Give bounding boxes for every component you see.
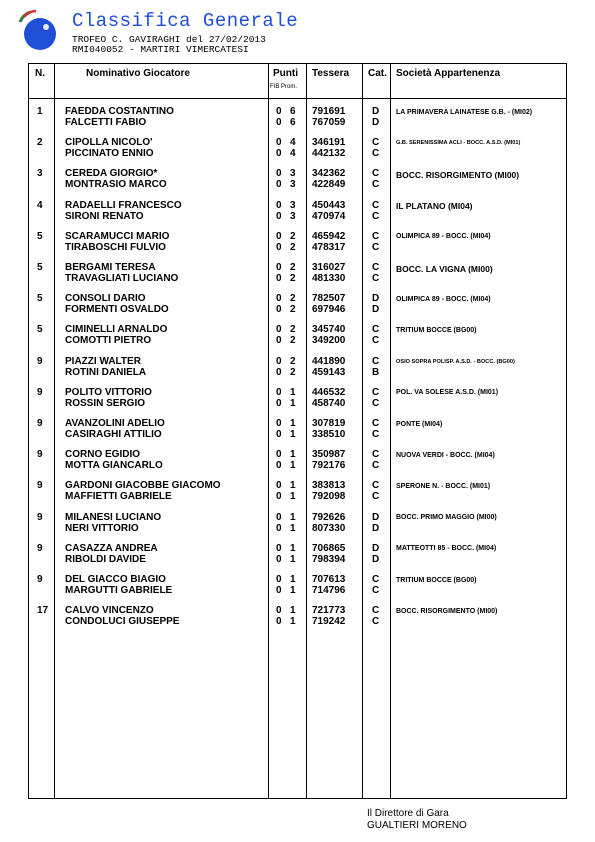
membership-number: 791691 xyxy=(312,106,346,117)
points-fib: 0 xyxy=(276,355,282,367)
membership-number: 792626 xyxy=(312,511,346,523)
points-fib: 0 xyxy=(276,117,282,128)
player-name: MILANESI LUCIANO xyxy=(65,511,162,523)
membership-number: 459143 xyxy=(312,366,346,378)
membership-number: 446532 xyxy=(312,386,346,398)
points-fib: 0 xyxy=(276,605,282,617)
player-name: MARGUTTI GABRIELE xyxy=(65,585,173,596)
col-header-punti-sub: FIB Prom. xyxy=(270,84,298,90)
category: C xyxy=(372,324,380,336)
category: C xyxy=(372,480,380,492)
row-position: 5 xyxy=(37,230,43,242)
membership-number: 478317 xyxy=(312,241,346,253)
player-name: CORNO EGIDIO xyxy=(65,449,141,461)
director-role: Il Direttore di Gara xyxy=(367,808,449,819)
category: C xyxy=(372,262,380,273)
category: C xyxy=(372,241,380,253)
row-position: 1 xyxy=(37,106,43,117)
membership-number: 450443 xyxy=(312,199,346,211)
player-name: SIRONI RENATO xyxy=(65,210,144,222)
membership-number: 346191 xyxy=(312,137,346,149)
membership-number: 422849 xyxy=(312,179,346,191)
player-name: CIMINELLI ARNALDO xyxy=(65,324,168,336)
column-divider xyxy=(362,63,363,799)
points-fib: 0 xyxy=(276,335,282,347)
points-prom: 1 xyxy=(290,522,296,534)
row-position: 9 xyxy=(37,542,43,554)
row-position: 2 xyxy=(37,137,43,149)
club-name: IL PLATANO (MI04) xyxy=(396,201,473,212)
points-fib: 0 xyxy=(276,386,282,398)
points-fib: 0 xyxy=(276,304,282,316)
category: D xyxy=(372,117,380,128)
player-name: MOTTA GIANCARLO xyxy=(65,460,163,472)
points-fib: 0 xyxy=(276,148,282,160)
points-fib: 0 xyxy=(276,168,282,180)
player-name: FAEDDA COSTANTINO xyxy=(65,106,174,117)
row-position: 5 xyxy=(37,324,43,336)
club-name: BOCC. LA VIGNA (MI00) xyxy=(396,263,493,274)
col-header-punti: Punti xyxy=(273,68,298,79)
points-prom: 4 xyxy=(290,148,296,160)
category: C xyxy=(372,605,380,617)
club-name: POL. VA SOLESE A.S.D. (MI01) xyxy=(396,389,499,397)
membership-number: 697946 xyxy=(312,304,346,316)
membership-number: 383813 xyxy=(312,480,346,492)
category: C xyxy=(372,616,380,628)
category: C xyxy=(372,585,380,596)
director-name: GUALTIERI MORENO xyxy=(367,820,467,831)
points-prom: 1 xyxy=(290,418,296,429)
points-prom: 1 xyxy=(290,386,296,398)
points-prom: 1 xyxy=(290,511,296,523)
points-fib: 0 xyxy=(276,429,282,440)
category: C xyxy=(372,148,380,160)
player-name: RIBOLDI DAVIDE xyxy=(65,553,146,565)
club-name: OSIO SOPRA POLISP. A.S.D. - BOCC. (BG00) xyxy=(396,358,515,365)
category: C xyxy=(372,273,380,284)
membership-number: 767059 xyxy=(312,117,346,128)
membership-number: 481330 xyxy=(312,273,346,284)
player-name: MAFFIETTI GABRIELE xyxy=(65,491,172,503)
points-prom: 1 xyxy=(290,429,296,440)
points-prom: 2 xyxy=(290,293,296,305)
points-fib: 0 xyxy=(276,449,282,461)
row-position: 9 xyxy=(37,418,43,429)
category: C xyxy=(372,137,380,149)
points-prom: 1 xyxy=(290,460,296,472)
points-prom: 6 xyxy=(290,106,296,117)
points-prom: 2 xyxy=(290,230,296,242)
col-header-societa: Società Appartenenza xyxy=(396,68,501,79)
row-position: 4 xyxy=(37,199,43,211)
points-fib: 0 xyxy=(276,241,282,253)
points-fib: 0 xyxy=(276,366,282,378)
category: B xyxy=(372,366,380,378)
membership-number: 792176 xyxy=(312,460,346,472)
category: C xyxy=(372,355,380,367)
club-name: MATTEOTTI 85 - BOCC. (MI04) xyxy=(396,545,497,553)
points-fib: 0 xyxy=(276,542,282,554)
club-name: OLIMPICA 89 - BOCC. (MI04) xyxy=(396,295,491,303)
points-prom: 2 xyxy=(290,273,296,284)
membership-number: 782507 xyxy=(312,293,346,305)
membership-number: 707613 xyxy=(312,574,346,585)
row-position: 9 xyxy=(37,355,43,367)
player-name: TRAVAGLIATI LUCIANO xyxy=(65,273,179,284)
page-title: Classifica Generale xyxy=(72,10,299,32)
col-header-cat: Cat. xyxy=(368,68,387,79)
row-position: 9 xyxy=(37,480,43,492)
points-prom: 2 xyxy=(290,366,296,378)
col-header-nominativo: Nominativo Giocatore xyxy=(86,68,190,79)
membership-number: 792098 xyxy=(312,491,346,503)
category: C xyxy=(372,418,380,429)
player-name: AVANZOLINI ADELIO xyxy=(65,418,165,429)
points-fib: 0 xyxy=(276,106,282,117)
points-prom: 1 xyxy=(290,585,296,596)
player-name: PICCINATO ENNIO xyxy=(65,148,154,160)
points-fib: 0 xyxy=(276,480,282,492)
points-prom: 1 xyxy=(290,397,296,409)
club-line: RMI040052 - MARTIRI VIMERCATESI xyxy=(72,44,249,55)
membership-number: 316027 xyxy=(312,262,346,273)
header-divider xyxy=(28,98,567,99)
membership-number: 338510 xyxy=(312,429,346,440)
player-name: RADAELLI FRANCESCO xyxy=(65,199,182,211)
points-fib: 0 xyxy=(276,418,282,429)
player-name: CEREDA GIORGIO* xyxy=(65,168,158,180)
membership-number: 470974 xyxy=(312,210,346,222)
player-name: MONTRASIO MARCO xyxy=(65,179,167,191)
points-prom: 2 xyxy=(290,324,296,336)
player-name: FALCETTI FABIO xyxy=(65,117,147,128)
membership-number: 465942 xyxy=(312,230,346,242)
membership-number: 349200 xyxy=(312,335,346,347)
player-name: SCARAMUCCI MARIO xyxy=(65,230,170,242)
category: D xyxy=(372,293,380,305)
club-name: OLIMPICA 89 - BOCC. (MI04) xyxy=(396,233,491,241)
category: C xyxy=(372,199,380,211)
column-divider xyxy=(54,63,55,799)
row-position: 5 xyxy=(37,293,43,305)
player-name: PIAZZI WALTER xyxy=(65,355,141,367)
points-fib: 0 xyxy=(276,511,282,523)
points-fib: 0 xyxy=(276,616,282,628)
points-prom: 3 xyxy=(290,210,296,222)
points-fib: 0 xyxy=(276,293,282,305)
membership-number: 706865 xyxy=(312,542,346,554)
col-header-tessera: Tessera xyxy=(312,68,350,79)
points-prom: 1 xyxy=(290,480,296,492)
points-prom: 1 xyxy=(290,616,296,628)
category: C xyxy=(372,460,380,472)
points-prom: 3 xyxy=(290,179,296,191)
points-fib: 0 xyxy=(276,491,282,503)
points-prom: 4 xyxy=(290,137,296,149)
player-name: CALVO VINCENZO xyxy=(65,605,154,617)
player-name: FORMENTI OSVALDO xyxy=(65,304,169,316)
row-position: 17 xyxy=(37,605,49,617)
points-prom: 1 xyxy=(290,542,296,554)
player-name: CONSOLI DARIO xyxy=(65,293,146,305)
points-fib: 0 xyxy=(276,522,282,534)
category: C xyxy=(372,230,380,242)
points-prom: 1 xyxy=(290,574,296,585)
player-name: DEL GIACCO BIAGIO xyxy=(65,574,166,585)
player-name: COMOTTI PIETRO xyxy=(65,335,152,347)
category: C xyxy=(372,168,380,180)
category: D xyxy=(372,522,380,534)
points-prom: 6 xyxy=(290,117,296,128)
row-position: 5 xyxy=(37,262,43,273)
category: C xyxy=(372,574,380,585)
column-divider xyxy=(390,63,391,799)
category: C xyxy=(372,397,380,409)
column-divider xyxy=(306,63,307,799)
category: C xyxy=(372,429,380,440)
membership-number: 441890 xyxy=(312,355,346,367)
points-prom: 2 xyxy=(290,241,296,253)
page-subtitle xyxy=(72,35,266,55)
membership-number: 719242 xyxy=(312,616,346,628)
points-fib: 0 xyxy=(276,574,282,585)
points-fib: 0 xyxy=(276,262,282,273)
membership-number: 798394 xyxy=(312,553,346,565)
player-name: NERI VITTORIO xyxy=(65,522,139,534)
club-name: BOCC. PRIMO MAGGIO (MI00) xyxy=(396,514,497,522)
tournament-line: TROFEO C. GAVIRAGHI del 27/02/2013 xyxy=(72,34,266,45)
points-prom: 3 xyxy=(290,168,296,180)
column-divider xyxy=(268,63,269,799)
club-name: LA PRIMAVERA LAINATESE G.B. - (MI02) xyxy=(396,108,533,116)
player-name: CASIRAGHI ATTILIO xyxy=(65,429,162,440)
points-prom: 2 xyxy=(290,335,296,347)
category: C xyxy=(372,335,380,347)
points-fib: 0 xyxy=(276,179,282,191)
club-name: BOCC. RISORGIMENTO (MI00) xyxy=(396,607,498,615)
row-position: 3 xyxy=(37,168,43,180)
row-position: 9 xyxy=(37,449,43,461)
points-fib: 0 xyxy=(276,460,282,472)
player-name: CASAZZA ANDREA xyxy=(65,542,158,554)
club-name: BOCC. RISORGIMENTO (MI00) xyxy=(396,170,520,181)
category: C xyxy=(372,491,380,503)
points-prom: 3 xyxy=(290,199,296,211)
points-fib: 0 xyxy=(276,210,282,222)
player-name: CIPOLLA NICOLO' xyxy=(65,137,153,149)
category: D xyxy=(372,542,380,554)
player-name: POLITO VITTORIO xyxy=(65,386,152,398)
membership-number: 350987 xyxy=(312,449,346,461)
category: C xyxy=(372,386,380,398)
player-name: ROTINI DANIELA xyxy=(65,366,147,378)
category: D xyxy=(372,511,380,523)
points-prom: 1 xyxy=(290,449,296,461)
points-prom: 1 xyxy=(290,491,296,503)
category: D xyxy=(372,106,380,117)
player-name: TIRABOSCHI FULVIO xyxy=(65,241,166,253)
points-fib: 0 xyxy=(276,273,282,284)
bocce-ball-logo-icon xyxy=(16,8,60,52)
category: D xyxy=(372,304,380,316)
category: C xyxy=(372,210,380,222)
category: C xyxy=(372,449,380,461)
membership-number: 307819 xyxy=(312,418,346,429)
club-name: PONTE (MI04) xyxy=(396,420,443,428)
row-position: 9 xyxy=(37,386,43,398)
points-prom: 2 xyxy=(290,355,296,367)
points-prom: 1 xyxy=(290,553,296,565)
membership-number: 442132 xyxy=(312,148,346,160)
player-name: GARDONI GIACOBBE GIACOMO xyxy=(65,480,221,492)
player-name: ROSSIN SERGIO xyxy=(65,397,146,409)
points-fib: 0 xyxy=(276,585,282,596)
player-name: BERGAMI TERESA xyxy=(65,262,156,273)
club-name: TRITIUM BOCCE (BG00) xyxy=(396,326,477,334)
membership-number: 721773 xyxy=(312,605,346,617)
points-fib: 0 xyxy=(276,230,282,242)
membership-number: 345740 xyxy=(312,324,346,336)
points-fib: 0 xyxy=(276,397,282,409)
points-prom: 2 xyxy=(290,262,296,273)
category: D xyxy=(372,553,380,565)
col-header-n: N. xyxy=(35,68,45,79)
membership-number: 714796 xyxy=(312,585,346,596)
category: C xyxy=(372,179,380,191)
row-position: 9 xyxy=(37,574,43,585)
club-name: SPERONE N. - BOCC. (MI01) xyxy=(396,482,491,490)
membership-number: 342362 xyxy=(312,168,346,180)
points-fib: 0 xyxy=(276,137,282,149)
points-fib: 0 xyxy=(276,553,282,565)
club-name: G.B. SERENISSIMA ACLI - BOCC. A.S.D. (MI01) xyxy=(396,140,521,147)
player-name: CONDOLUCI GIUSEPPE xyxy=(65,616,180,628)
points-fib: 0 xyxy=(276,324,282,336)
club-name: NUOVA VERDI - BOCC. (MI04) xyxy=(396,451,495,459)
membership-number: 807330 xyxy=(312,522,346,534)
points-prom: 1 xyxy=(290,605,296,617)
points-prom: 2 xyxy=(290,304,296,316)
membership-number: 458740 xyxy=(312,397,346,409)
row-position: 9 xyxy=(37,511,43,523)
club-name: TRITIUM BOCCE (BG00) xyxy=(396,576,477,584)
points-fib: 0 xyxy=(276,199,282,211)
signature-block xyxy=(367,808,467,832)
